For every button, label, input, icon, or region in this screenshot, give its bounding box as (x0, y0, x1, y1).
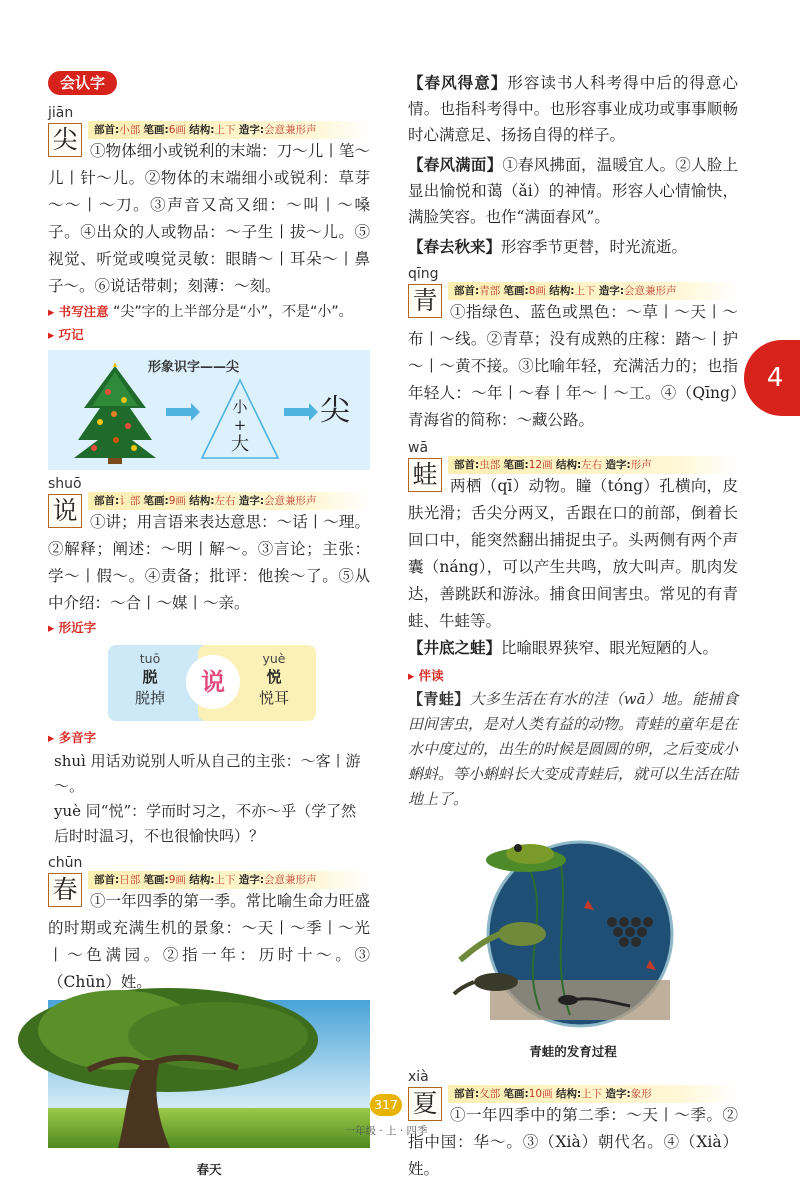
page-footer: 一年级 · 上 · 四季 (344, 1125, 428, 1137)
headword-char: 青 (408, 284, 442, 318)
christmas-tree-image (70, 362, 160, 466)
companion-label: ▸ 伴读 (408, 665, 738, 687)
polyphonic-item: shuì 用话劝说别人听从自己的主张：～客丨游～。 (54, 752, 361, 795)
memory-label: ▸ 巧记 (48, 324, 370, 346)
headword-char: 说 (48, 494, 82, 528)
writing-note-text: “尖”字的上半部分是“小”，不是“小”。 (113, 304, 353, 320)
writing-note (48, 300, 370, 324)
definition: ①一年四季的第一季。常比喻生命力旺盛的时期或充满生机的景象：～天丨～季丨～光丨～色满园。②指一年：历时十～。③（Chūn）姓。 (48, 892, 370, 991)
definition: ①物体细小或锐利的末端：刀～儿丨笔～儿丨针～儿。②物体的末端细小或锐利：草芽～～丨～刀。③声音又高又细：～叫丨～嗓子。④出众的人或物品：～子生丨拔～儿。⑤视觉、听觉或嗅觉灵敏：眼睛～丨耳朵～丨鼻子～。⑥说话带刺；刻薄：～刻。 (48, 142, 370, 295)
headword-char: 夏 (408, 1087, 442, 1121)
pinyin: shuō (48, 476, 82, 492)
idiom-item: 【春风满面】①春风拂面，温暖宜人。②人脸上显出愉悦和蔼（ǎi）的神情。形容人心情愉快，满脸笑容。也作“满面春风”。 (408, 155, 738, 226)
polyphonic-list (48, 749, 370, 849)
writing-note-label: ▸ 书写注意 (48, 304, 109, 319)
right-column (408, 70, 738, 1183)
section-tag: 会认字 (48, 71, 117, 95)
definition: ①指绿色、蓝色或黑色：～草丨～天丨～布丨～线。②青草；没有成熟的庄稼：踏～丨护～丨～黄不接。③比喻年轻，充满活力的；也指年轻人：～年丨～春丨年～丨～工。④（Qīng）青海省的简称：～藏公路。 (408, 303, 738, 429)
pinyin: jiān (48, 105, 74, 121)
chapter-tab: 4 (744, 340, 800, 416)
entry-meta: 部首:小部 笔画:6画 结构:上下 造字:会意兼形声 (88, 121, 370, 139)
similar-label: ▸ 形近字 (48, 617, 370, 639)
pinyin: qīng (408, 266, 439, 282)
memory-panel-title: 形象识字——尖 (148, 360, 240, 375)
spring-caption: 春天 (196, 1162, 222, 1177)
entry-wa (408, 440, 738, 635)
entry-chun (48, 855, 370, 996)
entry-qing (408, 266, 738, 434)
frog-caption: 青蛙的发育过程 (529, 1044, 617, 1059)
pinyin: xià (408, 1069, 429, 1085)
definition: ①一年四季中的第二季：～天丨～季。②指中国：华～。③（Xià）朝代名。④（Xià）姓。 (408, 1106, 738, 1178)
pinyin: chūn (48, 855, 83, 871)
similar-center-char: 说 (186, 655, 240, 709)
definition: ①讲；用言语来表达意思：～话丨～理。②解释；阐述：～明丨解～。③言论；主张：学～丨假～。④责备；批评：他挨～了。⑤从中介绍：～合丨～媒丨～亲。 (48, 513, 370, 612)
entry-meta: 部首:日部 笔画:9画 结构:上下 造字:会意兼形声 (88, 871, 370, 889)
page-number: 317 (370, 1094, 402, 1116)
polyphonic-item: yuè 同“悦”：学而时习之，不亦～乎（学了然后时时温习，不也很愉快吗）？ (54, 802, 357, 845)
idiom-item: 【春去秋来】形容季节更替，时光流逝。 (408, 237, 688, 256)
frog-lifecycle-illustration (460, 830, 684, 1030)
headword-char: 蛙 (408, 458, 442, 492)
similar-chars-panel (108, 645, 316, 721)
similar-left: tuō 脱 脱掉 (134, 651, 165, 707)
arrow-icon (166, 408, 192, 416)
entry-shuo (48, 476, 370, 617)
headword-char: 尖 (48, 123, 82, 157)
idiom-item: 【春风得意】形容读书人科考得中后的得意心情。也指科考得中。也形容事业成功或事事顺畅时心满意足、扬扬自得的样子。 (408, 73, 738, 144)
arrow-icon (284, 408, 310, 416)
left-column (48, 70, 370, 1181)
memory-panel (48, 350, 370, 470)
polyphonic-label: ▸ 多音字 (48, 727, 370, 749)
idiom-jingdizhiwa: 【井底之蛙】比喻眼界狭窄、眼光短陋的人。 (408, 638, 719, 657)
memory-result-char: 尖 (320, 393, 350, 428)
entry-meta: 部首:青部 笔画:8画 结构:上下 造字:会意兼形声 (448, 282, 738, 300)
pinyin: wā (408, 440, 429, 456)
entry-jian (48, 105, 370, 300)
companion-reading: 【青蛙】大多生活在有水的洼（wā）地。能捕食田间害虫，是对人类有益的动物。青蛙的童年是在水中度过的，出生的时候是圆圆的卵，之后变成小蝌蚪。等小蝌蚪长大变成青蛙后，就可以生活在陆地上了。 (408, 690, 739, 808)
entry-meta: 部首:虫部 笔画:12画 结构:左右 造字:形声 (448, 456, 738, 474)
definition: 两栖（qī）动物。瞳（tóng）孔横向，皮肤光滑；舌尖分两叉，舌跟在口的前部，倒着长回口中，能突然翻出捕捉虫子。头两侧有两个声囊（náng），可以产生共鸣，放大叫声。肌肉发达，善跳跃和游泳。捕食田间害虫。常见的有青蛙、牛蛙等。 (408, 477, 738, 630)
entry-meta: 部首:夂部 笔画:10画 结构:上下 造字:象形 (448, 1085, 738, 1103)
headword-char: 春 (48, 873, 82, 907)
triangle-text: 小 + 大 (231, 398, 249, 455)
idiom-list (408, 70, 738, 260)
similar-right: yuè 悦 悦耳 (258, 651, 289, 707)
entry-meta: 部首:讠部 笔画:9画 结构:左右 造字:会意兼形声 (88, 492, 370, 510)
